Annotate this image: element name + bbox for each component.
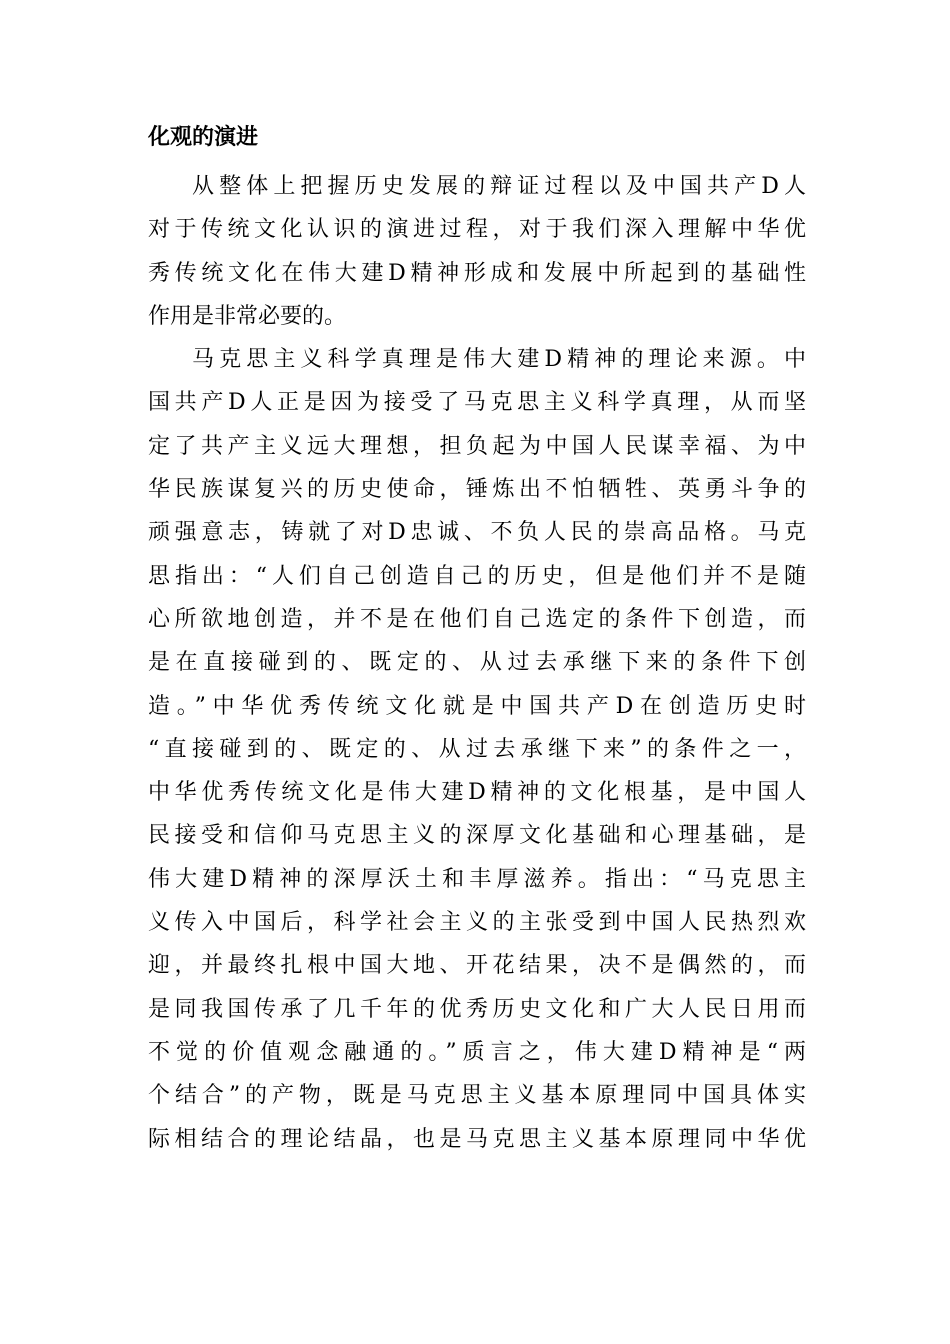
text-line: 伟大建D精神的深厚沃土和丰厚滋养。指出：“马克思主 — [148, 866, 806, 892]
text-line: 造。”中华优秀传统文化就是中国共产D在创造历史时 — [148, 693, 806, 719]
text-line: 马克思主义科学真理是伟大建D精神的理论来源。中 — [192, 347, 806, 373]
text-line: 华民族谋复兴的历史使命，锤炼出不怕牺牲、英勇斗争的 — [148, 477, 806, 503]
text-line: 作用是非常必要的。 — [148, 303, 347, 329]
text-line: 对于传统文化认识的演进过程，对于我们深入理解中华优 — [148, 217, 806, 243]
text-line: 民接受和信仰马克思主义的深厚文化基础和心理基础，是 — [148, 823, 806, 849]
paragraph-2 — [148, 338, 806, 1161]
text-line: 不觉的价值观念融通的。”质言之，伟大建D精神是“两 — [148, 1039, 806, 1065]
text-line: 中华优秀传统文化是伟大建D精神的文化根基，是中国人 — [148, 780, 806, 806]
paragraph-1 — [148, 165, 806, 338]
body-text — [148, 165, 806, 1161]
section-heading: 化观的演进 — [148, 125, 259, 150]
text-line: 定了共产主义远大理想，担负起为中国人民谋幸福、为中 — [148, 433, 806, 459]
text-line: “直接碰到的、既定的、从过去承继下来”的条件之一， — [148, 736, 806, 762]
text-line: 是在直接碰到的、既定的、从过去承继下来的条件下创 — [148, 650, 806, 676]
text-line: 从整体上把握历史发展的辩证过程以及中国共产D人 — [192, 174, 806, 199]
text-line: 心所欲地创造，并不是在他们自己选定的条件下创造，而 — [148, 606, 806, 632]
text-line: 思指出：“人们自己创造自己的历史，但是他们并不是随 — [148, 563, 806, 589]
text-line: 际相结合的理论结晶，也是马克思主义基本原理同中华优 — [148, 1126, 806, 1152]
text-line: 国共产D人正是因为接受了马克思主义科学真理，从而坚 — [148, 390, 806, 416]
text-line: 义传入中国后，科学社会主义的主张受到中国人民热烈欢 — [148, 910, 806, 936]
text-line: 顽强意志，铸就了对D忠诚、不负人民的崇高品格。马克 — [148, 520, 806, 546]
text-line: 是同我国传承了几千年的优秀历史文化和广大人民日用而 — [148, 996, 806, 1022]
text-line: 迎，并最终扎根中国大地、开花结果，决不是偶然的，而 — [148, 953, 806, 979]
text-line: 秀传统文化在伟大建D精神形成和发展中所起到的基础性 — [148, 260, 806, 286]
text-line: 个结合”的产物，既是马克思主义基本原理同中国具体实 — [148, 1083, 806, 1109]
